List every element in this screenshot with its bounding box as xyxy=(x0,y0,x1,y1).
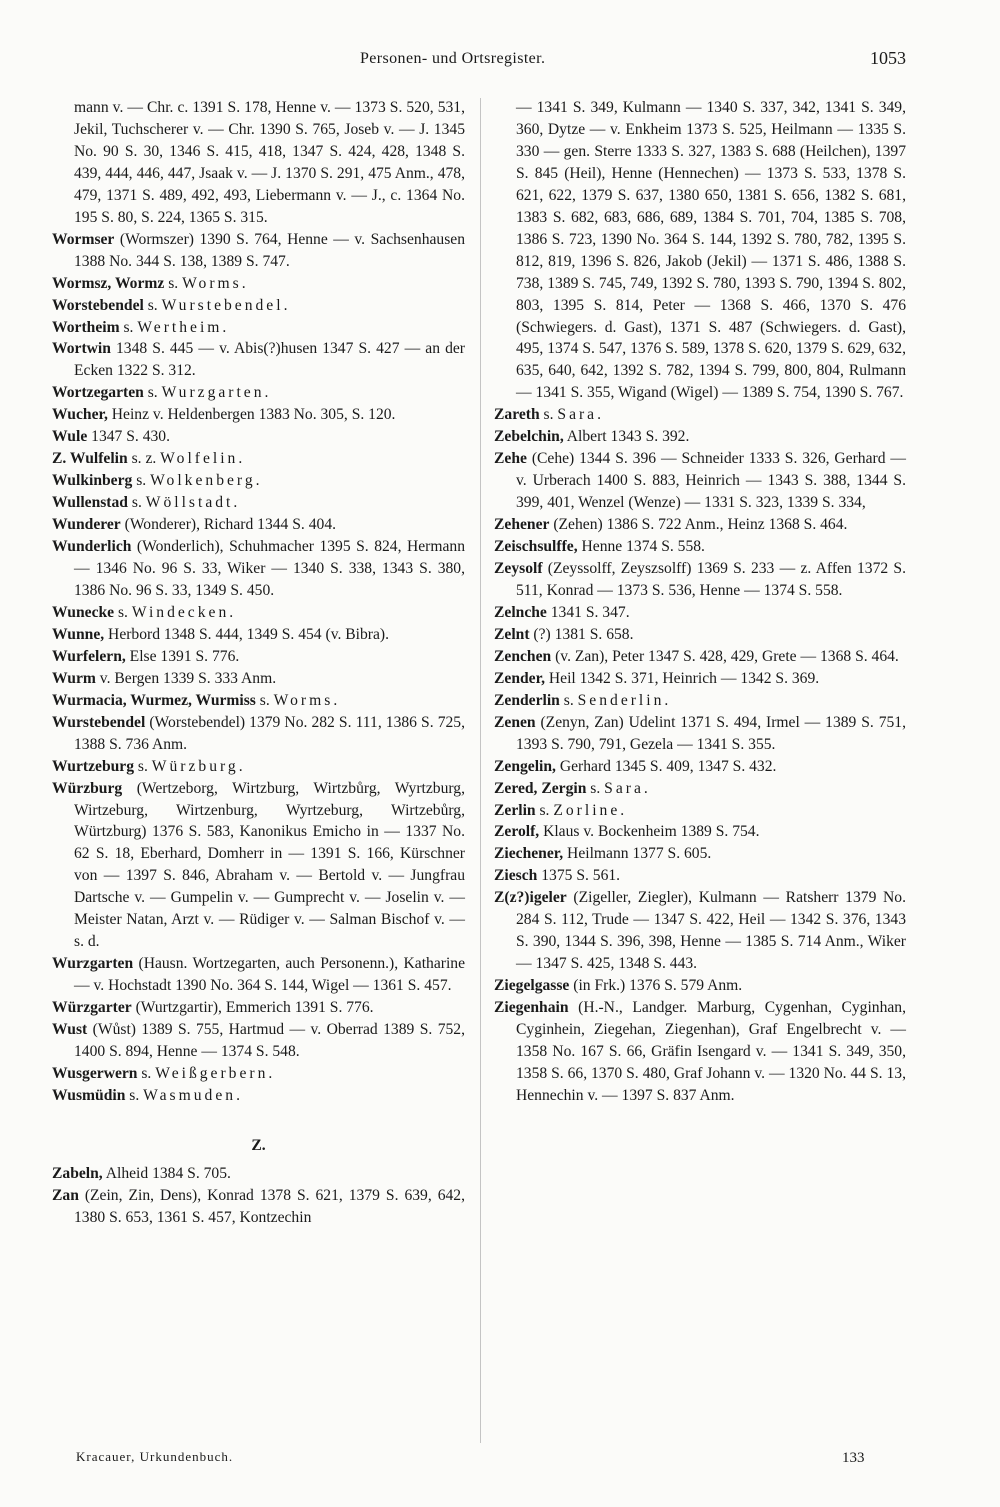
entry-text: Gerhard 1345 S. 409, 1347 S. 432. xyxy=(555,757,777,775)
entry-text: (Worstebendel) 1379 No. 282 S. 111, 1386 S. 725, 1388 S. 736 Anm. xyxy=(74,713,465,753)
index-entry xyxy=(52,273,465,295)
index-entry xyxy=(52,712,465,756)
index-entry xyxy=(494,843,906,865)
index-entry xyxy=(52,382,465,404)
cross-reference: Wurstebendel. xyxy=(161,296,291,314)
index-entry xyxy=(52,426,465,448)
entry-headword: Zeysolf xyxy=(494,560,543,578)
index-entry xyxy=(52,1163,465,1185)
entry-headword: Zan xyxy=(52,1186,79,1204)
entry-headword: Z. Wulfelin xyxy=(52,450,128,468)
entry-text: 1375 S. 561. xyxy=(537,867,621,885)
index-entry xyxy=(52,404,465,426)
entry-text: s. xyxy=(132,472,151,490)
entry-headword: Ziesch xyxy=(494,867,538,885)
index-entry xyxy=(52,1063,465,1085)
entry-headword: Ziegenhain xyxy=(494,999,569,1017)
entry-headword: Wortwin xyxy=(52,340,111,358)
entry-text: (Wormszer) 1390 S. 764, Henne — v. Sachsenhausen 1388 No. 344 S. 138, 1389 S. 747. xyxy=(74,230,465,270)
cross-reference: Wertheim. xyxy=(137,318,230,336)
entry-headword: Wunecke xyxy=(52,603,115,621)
entry-headword: Zerolf, xyxy=(494,823,540,841)
entry-text: Heil 1342 S. 371, Heinrich — 1342 S. 369. xyxy=(544,669,820,687)
entry-text: s. xyxy=(535,801,554,819)
entry-headword: Zender, xyxy=(494,669,545,687)
entry-text: s. xyxy=(143,384,162,402)
entry-headword: Wurzgarten xyxy=(52,955,134,973)
entry-headword: Wusgerwern xyxy=(52,1064,138,1082)
entry-text: — 1341 S. 349, Kulmann — 1340 S. 337, 342, 1341 S. 349, 360, Dytze — v. Enkheim 1373 S. 525, Heilmann — 1335 S. 330 — gen. Sterre 1333 S. 327, 1383 S. 688 (Heilchen), 1397 S. 845 (Heil), Henne (Hennechen) — 1373 S. 533, 1378 S. 621, 622, 1379 S. 637, 1380 650, 1381 S. 656, 1382 S. 681, 1383 S. 682, 683, 686, 689, 1384 S. 701, 704, 1385 S. 708, 1386 S. 723, 1390 No. 364 S. 144, 1392 S. 780, 782, 1395 S. 812, 819, 1396 S. 826, Jakob (Jekil) — 1371 S. 486, 1388 S. 738, 1389 S. 745, 749, 1392 S. 780, 1393 S. 790, 1394 S. 802, 803, 1395 S. 814, Peter — 1368 S. 466, 1370 S. 476 (Schwiegers. d. Gast), 1371 S. 487 (Schwiegers. d. Gast), 495, 1374 S. 547, 1376 S. 589, 1378 S. 620, 1379 S. 629, 632, 635, 640, 642, 1392 S. 782, 1394 S. 799, 800, 804, Rulmann — 1341 S. 355, Wigand (Wigel) — 1389 S. 754, 1390 S. 767. xyxy=(516,99,906,402)
index-entry xyxy=(494,865,906,887)
entry-text: (Cehe) 1344 S. 396 — Schneider 1333 S. 326, Gerhard — v. Urberach 1400 S. 883, Heinrich — 1343 S. 388, 1344 S. 399, 401, Wenzel (Wenze) — 1331 S. 323, 1339 S. 334, xyxy=(516,450,906,512)
running-title: Personen- und Ortsregister. xyxy=(360,50,546,67)
entry-headword: Wullenstad xyxy=(52,494,128,512)
index-entry xyxy=(494,997,906,1107)
cross-reference: Windecken. xyxy=(131,603,237,621)
entry-text: (v. Zan), Peter 1347 S. 428, 429, Grete — 1368 S. 464. xyxy=(551,647,899,665)
index-entry xyxy=(494,778,906,800)
entry-text: Herbord 1348 S. 444, 1349 S. 454 (v. Bibra). xyxy=(104,625,390,643)
entry-text: Heinz v. Heldenbergen 1383 No. 305, S. 120. xyxy=(107,406,396,424)
index-entry xyxy=(52,602,465,624)
entry-text: Henne 1374 S. 558. xyxy=(577,538,705,556)
entry-text: (Wertzeborg, Wirtzburg, Wirtzbůrg, Wyrtzburg, Wirtzeburg, Wirtzenburg, Wyrtzeburg, Wirtzebůrg, Würtzburg) 1376 S. 583, Kanonikus Emicho in — 1337 No. 62 S. 18, Eberhard, Domherr in — 1391 S. 166, Kürschner von — 1397 S. 846, Abraham v. — Bertold v. — Jungfrau Dartsche v. — Gumpelin v. — Gumprecht v. — Joselin v. — Meister Natan, Arzt v. — Rüdiger v. — Salman Bischof v. — s. d. xyxy=(74,779,465,951)
page-number: 1053 xyxy=(870,48,906,68)
cross-reference: Sara. xyxy=(557,406,604,424)
entry-headword: Zehe xyxy=(494,450,527,468)
entry-headword: Zenderlin xyxy=(494,691,560,709)
entry-headword: Worstebendel xyxy=(52,296,144,314)
entry-text: s. xyxy=(164,274,183,292)
entry-headword: Zelnt xyxy=(494,625,530,643)
entry-headword: Zeischsulffe, xyxy=(494,538,578,556)
entry-headword: Zareth xyxy=(494,406,540,424)
index-entry xyxy=(494,887,906,975)
entry-text: 1348 S. 445 — v. Abis(?)husen 1347 S. 427 — an der Ecken 1322 S. 312. xyxy=(74,340,465,380)
entry-text: (in Frk.) 1376 S. 579 Anm. xyxy=(569,977,743,995)
index-entry xyxy=(52,756,465,778)
cross-reference: Wurzgarten. xyxy=(161,384,272,402)
cross-reference: Worms. xyxy=(273,691,341,709)
entry-headword: Wurfelern, xyxy=(52,647,126,665)
entry-text: s. xyxy=(114,603,132,621)
entry-text: s. xyxy=(137,1064,156,1082)
entry-text: (Zenyn, Zan) Udelint 1371 S. 494, Irmel — 1389 S. 751, 1393 S. 790, 791, Gezela — 1341 S. 355. xyxy=(516,713,906,753)
entry-text: (Zein, Zin, Dens), Konrad 1378 S. 621, 1379 S. 639, 642, 1380 S. 653, 1361 S. 457, Kontzechin xyxy=(74,1186,465,1226)
cross-reference: Wöllstadt. xyxy=(145,494,241,512)
index-entry xyxy=(494,821,906,843)
entry-headword: Wurmacia, Wurmez, Wurmiss xyxy=(52,691,256,709)
index-entry xyxy=(52,1019,465,1063)
cross-reference: Wolkenberg. xyxy=(150,472,263,490)
index-entry xyxy=(52,1185,465,1229)
entry-text: (Zehen) 1386 S. 722 Anm., Heinz 1368 S. 464. xyxy=(549,516,848,534)
section-letter-heading: Z. xyxy=(251,1136,266,1154)
entry-headword: Wunderer xyxy=(52,516,121,534)
right-column xyxy=(494,97,906,1107)
index-entry xyxy=(52,997,465,1019)
entry-headword: Zenen xyxy=(494,713,536,731)
cross-reference: Würzburg. xyxy=(151,757,246,775)
entry-text: (Zeyssolff, Zeyszsolff) 1369 S. 233 — z. Affen 1372 S. 511, Konrad — 1373 S. 536, Henne — 1374 S. 558. xyxy=(516,560,906,599)
index-entry xyxy=(52,778,465,954)
entry-headword: Wurstebendel xyxy=(52,713,146,731)
entry-text: s. z. xyxy=(127,450,161,468)
entry-text: Klaus v. Bockenheim 1389 S. 754. xyxy=(539,823,760,841)
entry-text: s. xyxy=(125,1086,144,1104)
entry-headword: Z(z?)igeler xyxy=(494,889,567,907)
entry-headword: Wortzegarten xyxy=(52,384,144,402)
index-entry xyxy=(52,295,465,317)
entry-text: 1347 S. 430. xyxy=(87,428,170,446)
entry-headword: Wunderlich xyxy=(52,538,132,556)
entry-text: (Hausn. Wortzegarten, auch Personenn.), Katharine — v. Hochstadt 1390 No. 364 S. 144, Wigel — 1361 S. 457. xyxy=(74,955,465,995)
entry-text: (Wurtzgartir), Emmerich 1391 S. 776. xyxy=(131,999,374,1017)
index-entry xyxy=(52,470,465,492)
index-entry xyxy=(494,800,906,822)
entry-headword: Zerlin xyxy=(494,801,536,819)
cross-reference: Weißgerbern. xyxy=(155,1064,276,1082)
entry-headword: Wormsz, Wormz xyxy=(52,274,165,292)
entry-text: s. xyxy=(559,691,578,709)
entry-headword: Zelnche xyxy=(494,603,547,621)
index-entry xyxy=(52,514,465,536)
entry-headword: Wulkinberg xyxy=(52,472,133,490)
index-entry xyxy=(52,536,465,602)
index-entry xyxy=(52,317,465,339)
index-entry xyxy=(494,690,906,712)
entry-text: Heilmann 1377 S. 605. xyxy=(563,845,712,863)
entry-text: (Zigeller, Ziegler), Kulmann — Ratsherr 1379 No. 284 S. 112, Trude — 1347 S. 422, Heil — 1342 S. 376, 1343 S. 390, 1344 S. 396, 398, Henne — 1385 S. 714 Anm., Wiker — 1347 S. 425, 1348 S. 443. xyxy=(516,889,906,973)
index-entry xyxy=(52,646,465,668)
cross-reference: Wasmuden. xyxy=(143,1086,243,1104)
entry-headword: Ziechener, xyxy=(494,845,564,863)
index-entry xyxy=(52,448,465,470)
entry-text: Alheid 1384 S. 705. xyxy=(102,1164,231,1182)
entry-headword: Wucher, xyxy=(52,406,108,424)
index-entry xyxy=(494,448,906,514)
index-entry xyxy=(494,668,906,690)
entry-headword: Wurm xyxy=(52,669,96,687)
entry-headword: Würzgarter xyxy=(52,999,132,1017)
left-column xyxy=(52,97,465,1229)
entry-text: s. xyxy=(539,406,558,424)
index-entry xyxy=(494,602,906,624)
index-entry xyxy=(494,404,906,426)
entry-text: s. xyxy=(586,779,605,797)
index-entry xyxy=(494,514,906,536)
entry-headword: Wurtzeburg xyxy=(52,757,135,775)
entry-headword: Wunne, xyxy=(52,625,105,643)
index-entry xyxy=(494,426,906,448)
entry-text: mann v. — Chr. c. 1391 S. 178, Henne v. — 1373 S. 520, 531, Jekil, Tuchscherer v. — Chr. 1390 S. 765, Joseb v. — J. 1345 No. 90 S. 30, 1346 S. 415, 418, 1347 S. 424, 428, 1348 S. 439, 444, 446, 447, Jsaak v. — J. 1370 S. 291, 475 Anm., 478, 479, 1371 S. 489, 492, 493, Liebermann v. — J., c. 1364 No. 195 S. 80, S. 224, 1365 S. 315. xyxy=(74,99,465,226)
index-entry xyxy=(494,558,906,602)
cross-reference: Zorline. xyxy=(553,801,628,819)
index-entry xyxy=(52,229,465,273)
entry-text: (Wonderer), Richard 1344 S. 404. xyxy=(120,516,337,534)
footer-author: Kracauer, Urkundenbuch. xyxy=(76,1449,234,1464)
index-entry xyxy=(52,668,465,690)
index-entry xyxy=(494,975,906,997)
entry-text: Else 1391 S. 776. xyxy=(125,647,240,665)
entry-headword: Zenchen xyxy=(494,647,552,665)
index-entry xyxy=(494,646,906,668)
entry-text: s. xyxy=(127,494,146,512)
entry-text: s. xyxy=(143,296,162,314)
entry-text: s. xyxy=(134,757,152,775)
entry-headword: Zabeln, xyxy=(52,1164,103,1182)
index-entry xyxy=(494,97,906,404)
column-divider xyxy=(480,98,481,1443)
entry-headword: Wust xyxy=(52,1021,88,1039)
entry-headword: Zehener xyxy=(494,516,550,534)
entry-text: s. xyxy=(255,691,274,709)
entry-text: Albert 1343 S. 392. xyxy=(563,428,690,446)
index-entry xyxy=(52,338,465,382)
entry-text: (Wonderlich), Schuhmacher 1395 S. 824, Hermann — 1346 No. 96 S. 33, Wiker — 1340 S. 338, 1343 S. 380, 1386 No. 96 S. 33, 1349 S. 450. xyxy=(74,538,465,599)
entry-headword: Wusmüdin xyxy=(52,1086,126,1104)
entry-headword: Zered, Zergin xyxy=(494,779,587,797)
entry-headword: Wule xyxy=(52,428,88,446)
cross-reference: Sara. xyxy=(604,779,651,797)
entry-text: v. Bergen 1339 S. 333 Anm. xyxy=(95,669,277,687)
entry-text: (?) 1381 S. 658. xyxy=(529,625,634,643)
entry-text: (H.-N., Landger. Marburg, Cygenhan, Cyginhan, Cyginhein, Ziegehan, Ziegenhan), Graf Engelbrecht v. — 1358 No. 167 S. 66, Gräfin Isengard v. — 1341 S. 349, 350, 1358 S. 66, 1370 S. 480, Graf Johann v. — 1320 No. 44 S. 13, Hennechin v. — 1397 S. 837 Anm. xyxy=(516,999,906,1104)
entry-text: s. xyxy=(119,318,138,336)
entry-text: (Wůst) 1389 S. 755, Hartmud — v. Oberrad 1389 S. 752, 1400 S. 894, Henne — 1374 S. 548. xyxy=(74,1021,465,1060)
entry-headword: Zengelin, xyxy=(494,757,556,775)
cross-reference: Worms. xyxy=(182,274,249,292)
entry-text: 1341 S. 347. xyxy=(546,603,630,621)
index-entry xyxy=(52,1085,465,1107)
index-entry xyxy=(52,97,465,229)
index-entry xyxy=(52,492,465,514)
index-entry xyxy=(52,624,465,646)
index-entry xyxy=(494,624,906,646)
entry-headword: Ziegelgasse xyxy=(494,977,570,995)
printer-signature: 133 xyxy=(842,1450,865,1466)
entry-headword: Wormser xyxy=(52,230,115,248)
index-entry xyxy=(52,690,465,712)
index-entry xyxy=(494,712,906,756)
cross-reference: Wolfelin. xyxy=(160,450,246,468)
index-entry xyxy=(52,953,465,997)
cross-reference: Senderlin. xyxy=(577,691,672,709)
entry-headword: Würzburg xyxy=(52,779,123,797)
entry-headword: Wortheim xyxy=(52,318,120,336)
index-entry xyxy=(494,756,906,778)
index-entry xyxy=(494,536,906,558)
entry-headword: Zebelchin, xyxy=(494,428,564,446)
